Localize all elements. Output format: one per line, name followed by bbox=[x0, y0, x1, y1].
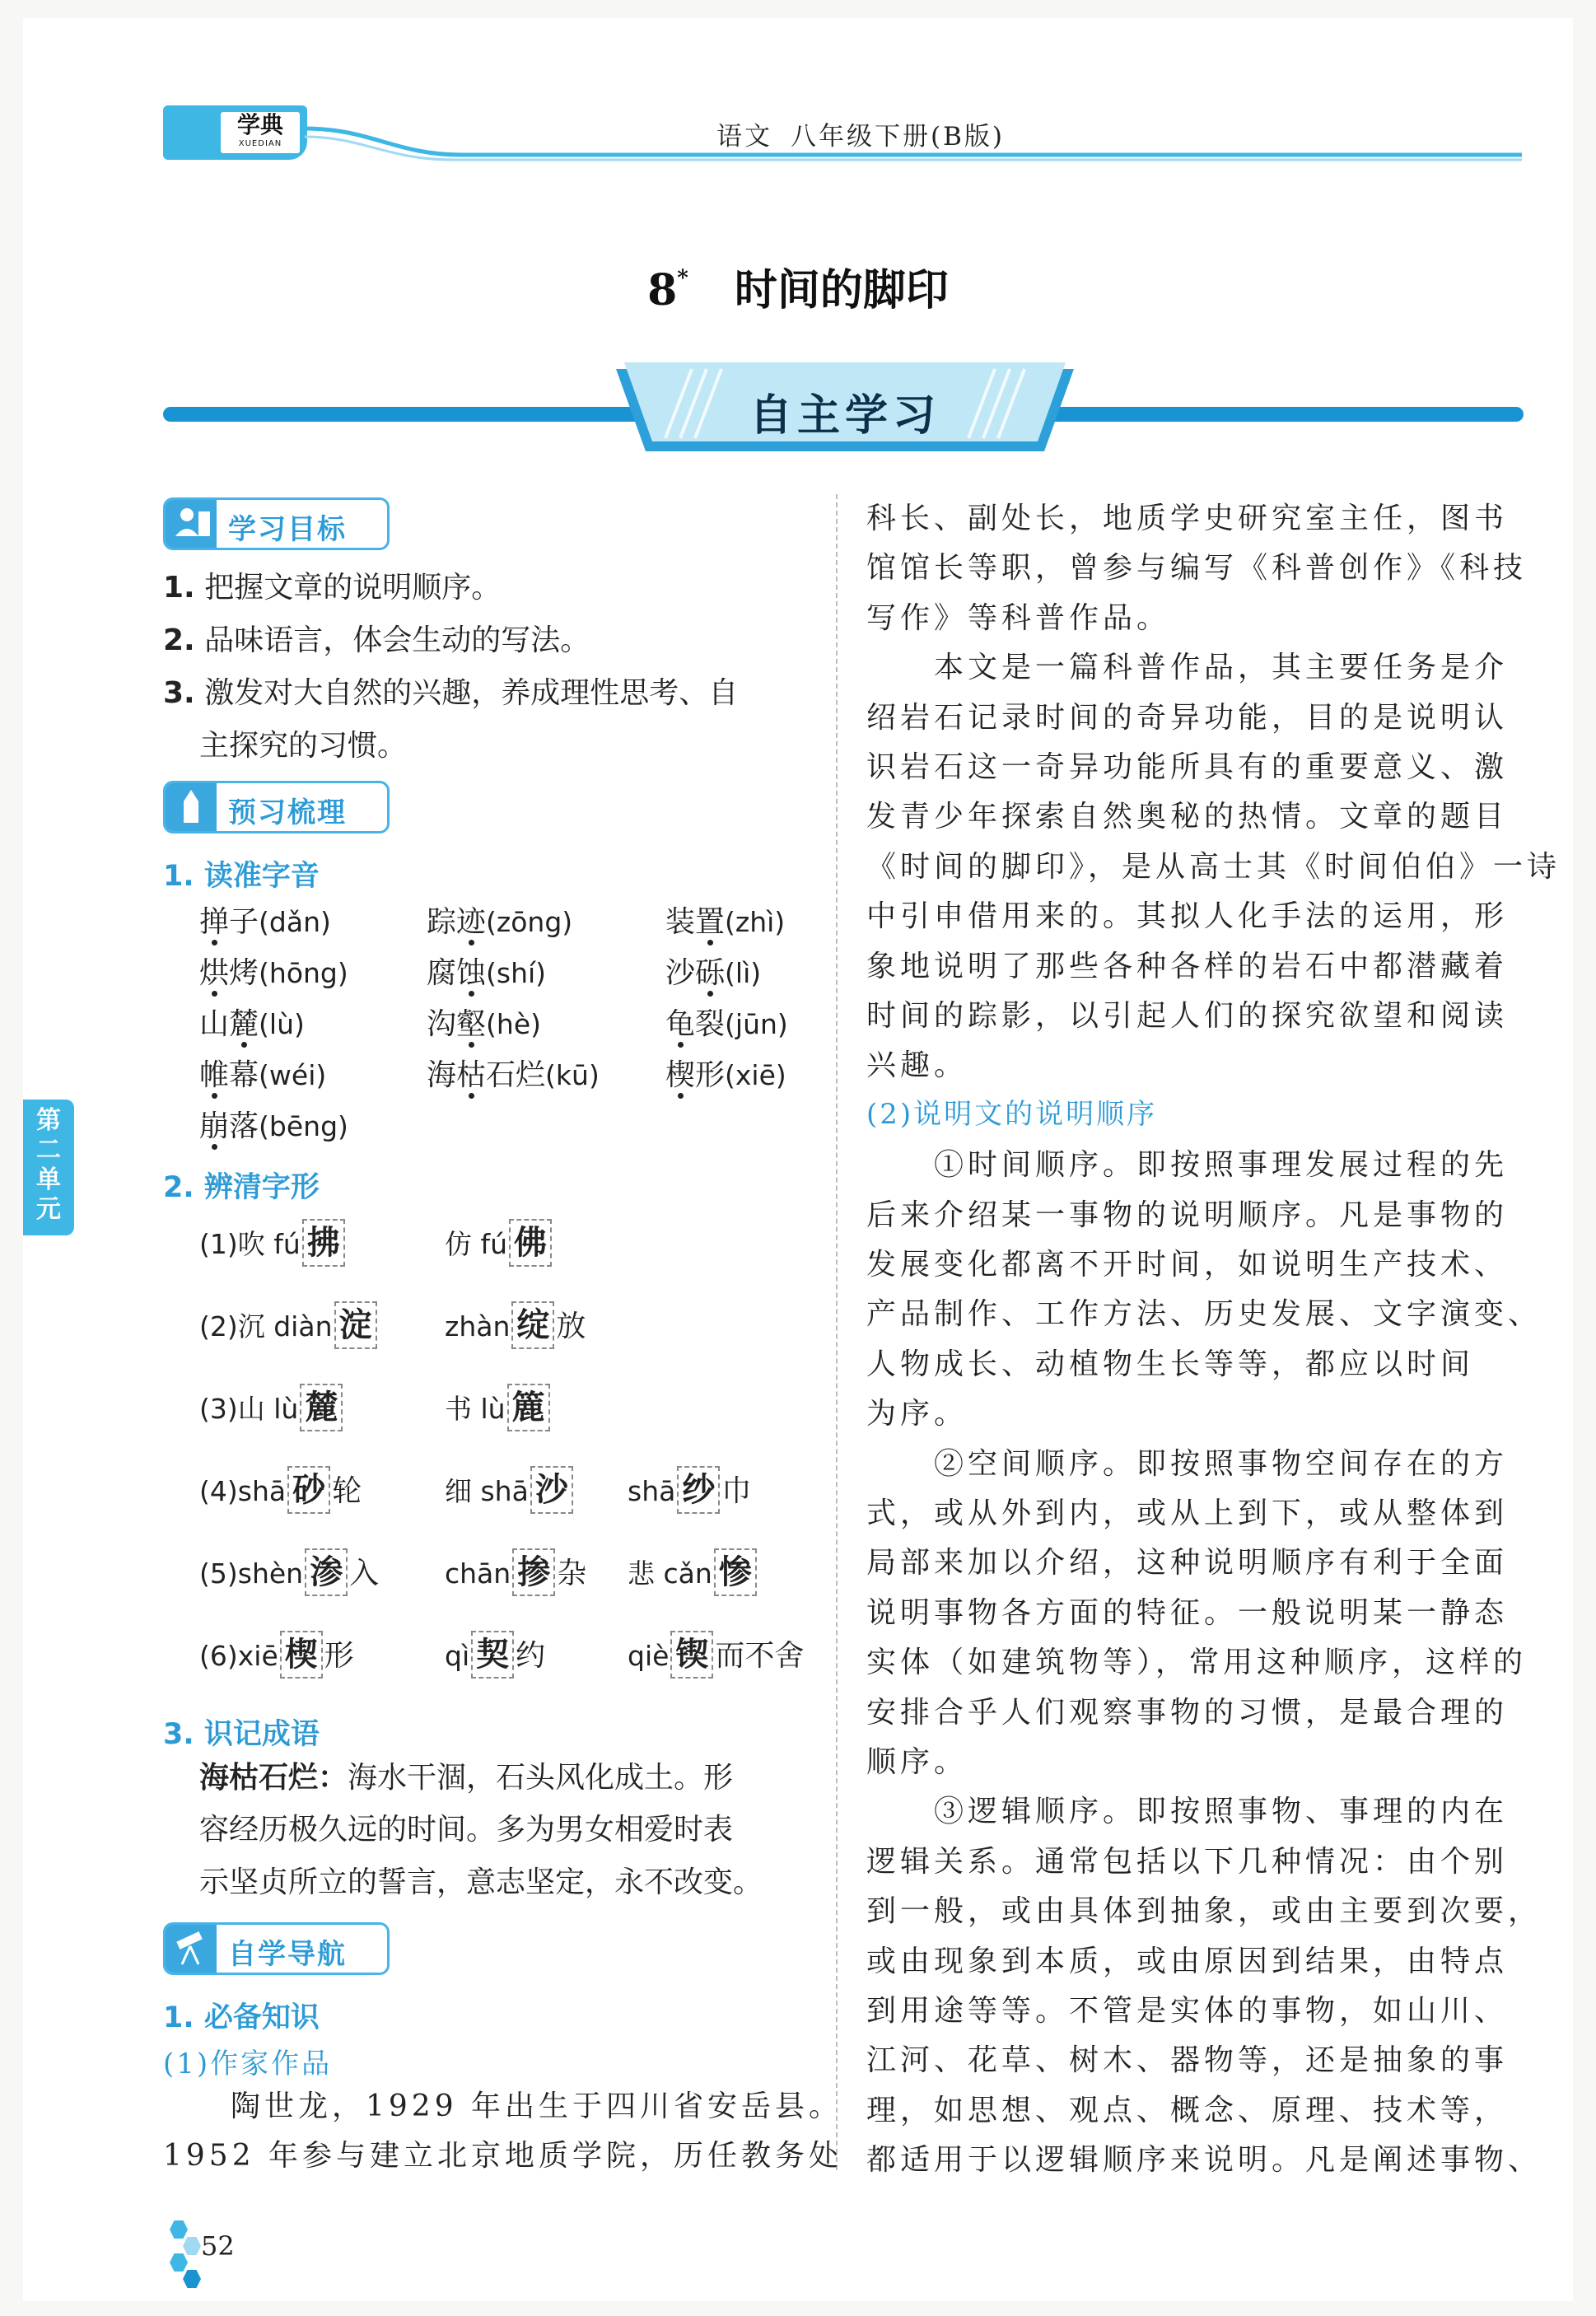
left-text-line: 1952 年参与建立北京地质学院，历任教务处 bbox=[163, 2139, 843, 2173]
tag-self-study bbox=[163, 1922, 390, 1975]
header-title bbox=[716, 115, 1005, 152]
right-text-line: 馆馆长等职，曾参与编写《科普创作》《科技 bbox=[866, 551, 1528, 585]
glyph-item: (6)xiē 楔 形 bbox=[199, 1631, 354, 1680]
pronounce-item: 楔形(xiē) bbox=[665, 1058, 786, 1092]
author-subheading: (1)作家作品 bbox=[163, 2048, 333, 2080]
glyph-item: (1)吹 fú 拂 bbox=[199, 1219, 347, 1268]
order-subheading: (2)说明文的说明顺序 bbox=[866, 1098, 1158, 1131]
right-text-line: 江河、花草、树木、器物等，还是抽象的事 bbox=[866, 2043, 1509, 2077]
lesson-number: 8 bbox=[647, 265, 678, 315]
pronounce-item: 装置(zhì) bbox=[665, 905, 786, 939]
right-text-line: 识岩石这一奇异功能所具有的重要意义、激 bbox=[866, 750, 1509, 784]
goal-item: 3. 激发对大自然的兴趣，养成理性思考、自 bbox=[163, 676, 739, 710]
right-text-line: ③逻辑顺序。即按照事物、事理的内在 bbox=[866, 1795, 1509, 1828]
right-text-line: 说明事物各方面的特征。一般说明某一静态 bbox=[866, 1596, 1509, 1630]
glyph-item: qì 契 约 bbox=[445, 1631, 545, 1680]
glyph-item: shā 纱 巾 bbox=[628, 1466, 751, 1515]
telescope-icon bbox=[166, 1925, 217, 1973]
goal-item: 2. 品味语言，体会生动的写法。 bbox=[163, 623, 590, 657]
right-text-line: 逻辑关系。通常包括以下几种情况：由个别 bbox=[866, 1845, 1509, 1879]
glyph-box: 佛 bbox=[509, 1219, 552, 1267]
idiom-line: 示坚贞所立的誓言，意志坚定，永不改变。 bbox=[199, 1865, 763, 1899]
right-text-line: 或由现象到本质，或由原因到结果，由特点 bbox=[866, 1945, 1509, 1978]
right-text-line: ①时间顺序。即按照事理发展过程的先 bbox=[866, 1148, 1509, 1182]
right-text-line: 科长、副处长，地质学史研究室主任，图书 bbox=[866, 502, 1509, 535]
right-text-line: 中引申借用来的。其拟人化手法的运用，形 bbox=[866, 899, 1509, 933]
right-text-line: 时间的踪影，以引起人们的探究欲望和阅读 bbox=[866, 999, 1509, 1033]
right-text-line: 绍岩石记录时间的奇异功能，目的是说明认 bbox=[866, 701, 1509, 735]
tag-label: 预习梳理 bbox=[228, 796, 347, 829]
tag-label: 自学导航 bbox=[228, 1938, 347, 1971]
glyph-box: 锲 bbox=[670, 1631, 713, 1679]
glyph-item: 悲 cǎn 惨 bbox=[628, 1548, 758, 1598]
right-text-line: 后来介绍某一事物的说明顺序。凡是事物的 bbox=[866, 1198, 1509, 1232]
glyph-heading: 2. 辨清字形 bbox=[163, 1171, 320, 1204]
pronounce-item: 掸子(dǎn) bbox=[199, 905, 331, 939]
glyph-item: (2)沉 diàn 淀 bbox=[199, 1301, 379, 1351]
right-text-line: 《时间的脚印》，是从高士其《时间伯伯》一诗 bbox=[866, 850, 1561, 884]
logo-chinese: 学典 bbox=[236, 111, 283, 138]
right-text-line: 理，如思想、观点、概念、原理、技术等， bbox=[866, 2094, 1509, 2127]
publisher-logo bbox=[163, 105, 307, 160]
idiom-line: 海枯石烂：海水干涸，石头风化成土。形 bbox=[199, 1760, 734, 1795]
glyph-box: 麓 bbox=[300, 1384, 343, 1431]
glyph-box: 砂 bbox=[287, 1466, 330, 1514]
glyph-item: chān 掺 杂 bbox=[445, 1548, 586, 1598]
right-text-line: 顺序。 bbox=[866, 1745, 968, 1779]
lesson-mark: * bbox=[677, 266, 688, 291]
right-text-line: 为序。 bbox=[866, 1397, 968, 1431]
glyph-box: 拂 bbox=[302, 1219, 345, 1267]
pronounce-item: 烘烤(hōng) bbox=[199, 956, 348, 990]
logo-box bbox=[221, 112, 300, 153]
idiom-line: 容经历极久远的时间。多为男女相爱时表 bbox=[199, 1813, 734, 1847]
right-text-line: 本文是一篇科普作品，其主要任务是介 bbox=[866, 651, 1509, 684]
banner-title: 自主学习 bbox=[749, 391, 940, 441]
glyph-item: 仿 fú 佛 bbox=[445, 1219, 553, 1268]
right-text-line: 到一般，或由具体到抽象，或由主要到次要， bbox=[866, 1894, 1542, 1928]
lesson-name: 时间的脚印 bbox=[734, 265, 949, 315]
pencil-icon bbox=[166, 783, 217, 831]
glyph-item: qiè 锲 而不舍 bbox=[628, 1631, 804, 1680]
header-subject: 语文 bbox=[716, 122, 772, 152]
knowledge-heading: 1. 必备知识 bbox=[163, 2001, 320, 2034]
right-text-line: 兴趣。 bbox=[866, 1048, 968, 1082]
right-text-line: 式，或从外到内，或从上到下，或从整体到 bbox=[866, 1497, 1509, 1530]
glyph-item: 细 shā 沙 bbox=[445, 1466, 575, 1515]
pronounce-item: 踪迹(zōng) bbox=[427, 905, 573, 939]
pronounce-item: 崩落(bēng) bbox=[199, 1109, 348, 1143]
pronounce-item: 山麓(lù) bbox=[199, 1007, 305, 1041]
glyph-box: 惨 bbox=[714, 1548, 757, 1596]
right-text-line: 实体（如建筑物等），常用这种顺序，这样的 bbox=[866, 1646, 1528, 1679]
glyph-box: 楔 bbox=[280, 1631, 323, 1679]
right-text-line: 都适用于以逻辑顺序来说明。凡是阐述事物、 bbox=[866, 2143, 1542, 2177]
glyph-box: 渗 bbox=[305, 1548, 348, 1596]
glyph-box: 绽 bbox=[511, 1301, 554, 1349]
idiom-heading: 3. 识记成语 bbox=[163, 1718, 320, 1751]
right-text-line: 人物成长、动植物生长等等，都应以时间 bbox=[866, 1347, 1475, 1381]
glyph-item: (5)shèn 渗 入 bbox=[199, 1548, 379, 1598]
idiom-term: 海枯石烂： bbox=[199, 1760, 348, 1795]
right-text-line: 写作》等科普作品。 bbox=[866, 601, 1171, 635]
glyph-box: 契 bbox=[471, 1631, 514, 1679]
glyph-item: zhàn 绽 放 bbox=[445, 1301, 586, 1351]
glyph-box: 簏 bbox=[507, 1384, 550, 1431]
glyph-box: 掺 bbox=[512, 1548, 555, 1596]
glyph-box: 沙 bbox=[530, 1466, 573, 1514]
goal-item: 1. 把握文章的说明顺序。 bbox=[163, 571, 502, 605]
pronounce-item: 沙砾(lì) bbox=[665, 956, 762, 990]
student-icon bbox=[166, 500, 217, 548]
right-text-line: 发青少年探索自然奥秘的热情。文章的题目 bbox=[866, 800, 1509, 833]
glyph-item: 书 lù 簏 bbox=[445, 1384, 552, 1433]
glyph-item: (3)山 lù 麓 bbox=[199, 1384, 344, 1433]
unit-side-tab: 第 二 单 元 bbox=[23, 1100, 74, 1235]
right-text-line: 发展变化都离不开时间，如说明生产技术、 bbox=[866, 1248, 1509, 1282]
tag-label: 学习目标 bbox=[228, 513, 347, 546]
right-text-line: 安排合乎人们观察事物的习惯，是最合理的 bbox=[866, 1696, 1509, 1730]
glyph-item: (4)shā 砂 轮 bbox=[199, 1466, 362, 1515]
page-number: 52 bbox=[201, 2230, 235, 2262]
pronounce-item: 海枯石烂(kū) bbox=[427, 1058, 600, 1092]
tag-learning-goals bbox=[163, 497, 390, 550]
right-text-line: 局部来加以介绍，这种说明顺序有利于全面 bbox=[866, 1546, 1509, 1580]
column-divider bbox=[836, 494, 838, 2170]
pronounce-item: 帷幕(wéi) bbox=[199, 1058, 327, 1092]
lesson-title bbox=[0, 255, 1596, 317]
goal-item-cont: 主探究的习惯。 bbox=[199, 729, 408, 763]
pronounce-item: 龟裂(jūn) bbox=[665, 1007, 788, 1041]
right-text-line: 到用途等等。不管是实体的事物，如山川、 bbox=[866, 1994, 1509, 2028]
header-book: 八年级下册(B版) bbox=[791, 122, 1005, 152]
pronounce-item: 腐蚀(shí) bbox=[427, 956, 547, 990]
right-text-line: 象地说明了那些各种各样的岩石中都潜藏着 bbox=[866, 950, 1509, 983]
left-text-line: 陶世龙，1929 年出生于四川省安岳县。 bbox=[163, 2090, 843, 2123]
pronounce-heading: 1. 读准字音 bbox=[163, 860, 320, 893]
glyph-box: 淀 bbox=[334, 1301, 377, 1349]
right-text-line: 产品制作、工作方法、历史发展、文字演变、 bbox=[866, 1297, 1542, 1331]
pronounce-item: 沟壑(hè) bbox=[427, 1007, 541, 1041]
logo-english: XUEDIAN bbox=[238, 139, 282, 148]
tag-preview bbox=[163, 781, 390, 833]
glyph-box: 纱 bbox=[677, 1466, 720, 1514]
right-text-line: ②空间顺序。即按照事物空间存在的方 bbox=[866, 1447, 1509, 1481]
